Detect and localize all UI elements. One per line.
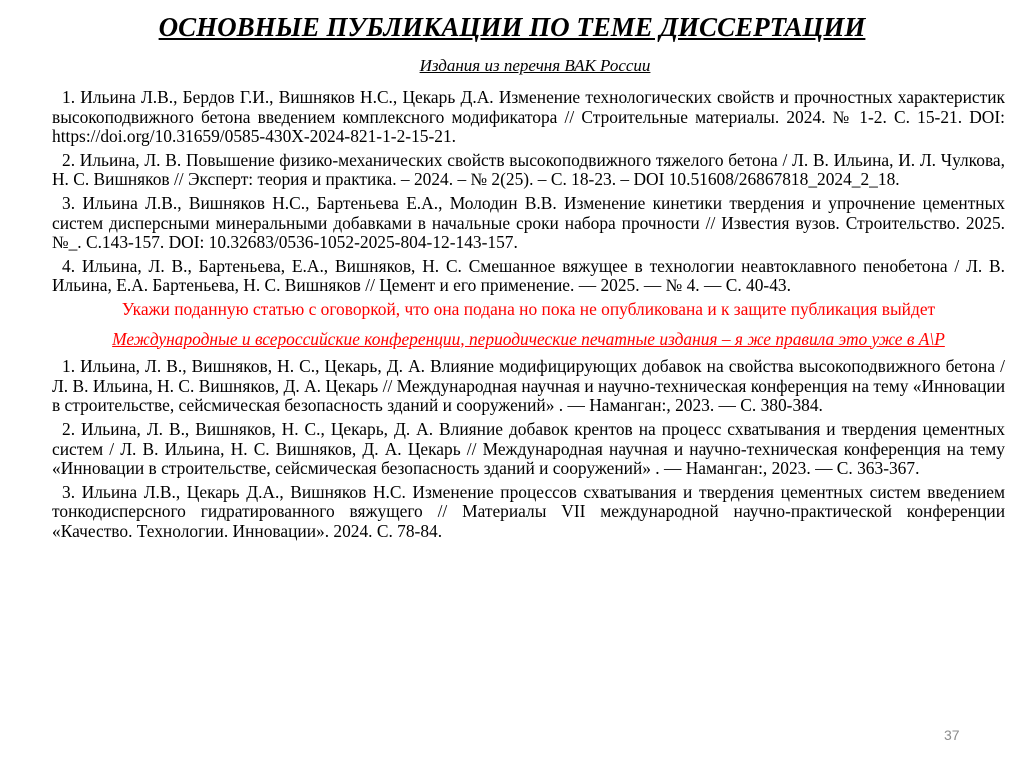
conference-publication: 1. Ильина, Л. В., Вишняков, Н. С., Цекарь, Д. А. Влияние модифицирующих добавок на свойства высокоподвижного бетона / Л. В. Ильина, Н. С. Вишняков, Д. А. Цекарь // Международная научная и научно-техническая конференция на тему «Инновации в строительстве, сейсмическая безопасность зданий и сооружений» . — Наманган:, 2023. — С. 380-384. xyxy=(52,356,1005,416)
vak-publication: 1. Ильина Л.В., Бердов Г.И., Вишняков Н.С., Цекарь Д.А. Изменение технологических свойств и прочностных характеристик высокоподвижного бетона введением комплексного модификатора // Строительные материалы. 2024. № 1-2. С. 15-21. DOI: https://doi.org/10.31659/0585-430X-2024-821-1-2-15-21. xyxy=(52,87,1005,147)
section-heading-conferences: Международные и всероссийские конференции, периодические печатные издания – я же правила это уже в А\Р xyxy=(112,328,945,349)
page-number: 37 xyxy=(944,727,960,743)
vak-publication: 4. Ильина, Л. В., Бартеньева, Е.А., Вишняков, Н. С. Смешанное вяжущее в технологии неавтоклавного пенобетона / Л. В. Ильина, Е.А. Бартеньева, Н. С. Вишняков // Цемент и его применение. — 2025. — № 4. — С. 40-43. xyxy=(52,255,1005,296)
publication-list xyxy=(52,88,1005,545)
conference-publication: 3. Ильина Л.В., Цекарь Д.А., Вишняков Н.С. Изменение процессов схватывания и твердения цементных систем введением тонкодисперсного гидратированного вяжущего // Материалы VII международной научно-практической конференции «Качество. Технологии. Инновации». 2024. С. 78-84. xyxy=(52,481,1005,541)
vak-publication: 2. Ильина, Л. В. Повышение физико-механических свойств высокоподвижного тяжелого бетона / Л. В. Ильина, И. Л. Чулкова, Н. С. Вишняков // Эксперт: теория и практика. – 2024. – № 2(25). – С. 18-23. – DOI 10.51608/26867818_2024_2_18. xyxy=(52,149,1005,190)
section-heading-vak: Издания из перечня ВАК России xyxy=(419,56,651,75)
conference-publication: 2. Ильина, Л. В., Вишняков, Н. С., Цекарь, Д. А. Влияние добавок крентов на процесс схватывания и твердения цементных систем / Л. В. Ильина, Н. С. Вишняков, Д. А. Цекарь // Международная научная и научно-техническая конференция на тему «Инновации в строительстве, сейсмическая безопасность зданий и сооружений» . — Наманган:, 2023. — С. 363-367. xyxy=(52,418,1005,479)
vak-publication: 3. Ильина Л.В., Вишняков Н.С., Бартеньева Е.А., Молодин В.В. Изменение кинетики твердения и упрочнение цементных систем дисперсными минеральными добавками в начальные сроки набора прочности // Известия вузов. Строительство. 2025. №_. С.143-157. DOI: 10.32683/0536-1052-2025-804-12-143-157. xyxy=(52,192,1005,253)
reviewer-note: Укажи поданную статью с оговоркой, что она подана но пока не опубликована и к защите публикация выйдет xyxy=(121,298,936,319)
slide-title: ОСНОВНЫЕ ПУБЛИКАЦИИ ПО ТЕМЕ ДИССЕРТАЦИИ xyxy=(158,12,866,42)
